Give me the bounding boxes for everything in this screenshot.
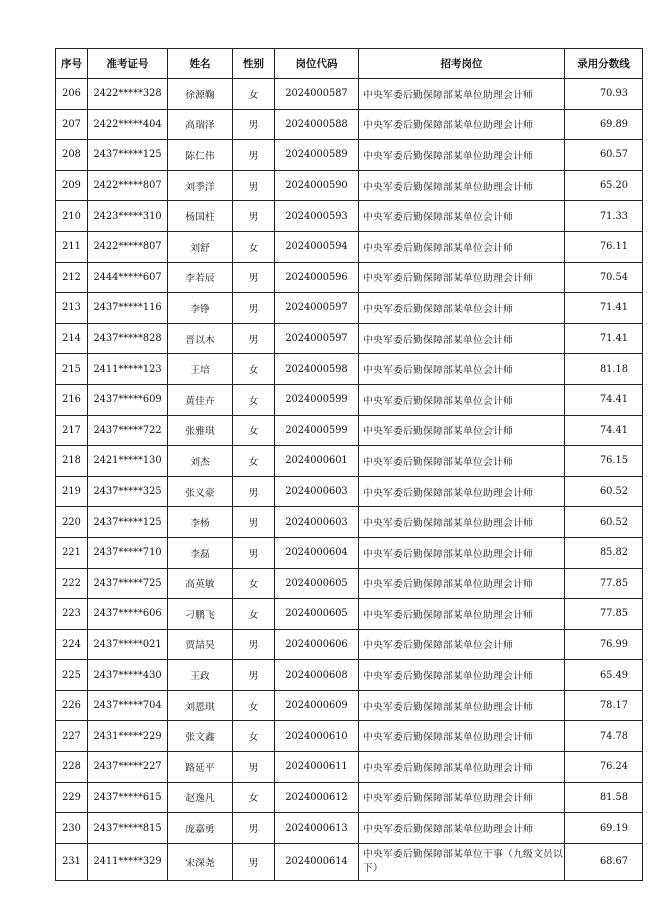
cell-exam-id: 2437*****430 — [88, 660, 168, 691]
cell-score: 81.18 — [565, 354, 643, 385]
cell-gender: 男 — [233, 752, 275, 783]
cell-gender: 男 — [233, 109, 275, 140]
cell-name: 赵逸凡 — [168, 782, 233, 813]
cell-serial: 225 — [56, 660, 88, 691]
table-row — [56, 476, 643, 507]
cell-exam-id: 2431*****229 — [88, 721, 168, 752]
cell-score: 60.52 — [565, 476, 643, 507]
cell-gender: 男 — [233, 201, 275, 232]
cell-name: 张义豪 — [168, 476, 233, 507]
cell-gender: 女 — [233, 721, 275, 752]
cell-serial: 212 — [56, 262, 88, 293]
cell-position: 中央军委后勤保障部某单位干事（九级文员以下） — [359, 843, 565, 880]
header-position: 招考岗位 — [359, 49, 565, 79]
cell-score: 76.11 — [565, 231, 643, 262]
table-row — [56, 690, 643, 721]
cell-position: 中央军委后勤保障部某单位会计师 — [359, 231, 565, 262]
cell-position-code: 2024000594 — [275, 231, 359, 262]
cell-name: 庞嘉勇 — [168, 813, 233, 844]
table-row — [56, 231, 643, 262]
cell-score: 85.82 — [565, 537, 643, 568]
cell-exam-id: 2437*****125 — [88, 507, 168, 538]
cell-exam-id: 2437*****609 — [88, 384, 168, 415]
table-row — [56, 752, 643, 783]
cell-score: 60.57 — [565, 140, 643, 171]
cell-serial: 211 — [56, 231, 88, 262]
cell-position: 中央军委后勤保障部某单位助理会计师 — [359, 537, 565, 568]
cell-gender: 男 — [233, 629, 275, 660]
cell-name: 王政 — [168, 660, 233, 691]
cell-position: 中央军委后勤保障部某单位会计师 — [359, 384, 565, 415]
cell-name: 李杨 — [168, 507, 233, 538]
cell-position: 中央军委后勤保障部某单位会计师 — [359, 201, 565, 232]
cell-exam-id: 2422*****328 — [88, 79, 168, 110]
cell-position-code: 2024000613 — [275, 813, 359, 844]
cell-position-code: 2024000609 — [275, 690, 359, 721]
cell-serial: 230 — [56, 813, 88, 844]
cell-exam-id: 2437*****325 — [88, 476, 168, 507]
cell-position-code: 2024000598 — [275, 354, 359, 385]
cell-score: 76.99 — [565, 629, 643, 660]
cell-name: 王培 — [168, 354, 233, 385]
cell-exam-id: 2437*****021 — [88, 629, 168, 660]
cell-exam-id: 2422*****807 — [88, 231, 168, 262]
cell-serial: 219 — [56, 476, 88, 507]
table-row — [56, 507, 643, 538]
cell-gender: 男 — [233, 813, 275, 844]
cell-name: 张雅琪 — [168, 415, 233, 446]
cell-name: 刘恩琪 — [168, 690, 233, 721]
cell-position-code: 2024000588 — [275, 109, 359, 140]
cell-exam-id: 2422*****807 — [88, 170, 168, 201]
cell-serial: 220 — [56, 507, 88, 538]
cell-position: 中央军委后勤保障部某单位会计师 — [359, 293, 565, 324]
cell-score: 74.41 — [565, 384, 643, 415]
cell-position-code: 2024000593 — [275, 201, 359, 232]
table-row — [56, 415, 643, 446]
cell-position-code: 2024000603 — [275, 476, 359, 507]
cell-position-code: 2024000603 — [275, 507, 359, 538]
table-row — [56, 293, 643, 324]
cell-gender: 女 — [233, 79, 275, 110]
cell-serial: 206 — [56, 79, 88, 110]
cell-position: 中央军委后勤保障部某单位助理会计师 — [359, 813, 565, 844]
cell-gender: 女 — [233, 599, 275, 630]
cell-name: 贾喆昊 — [168, 629, 233, 660]
cell-score: 71.33 — [565, 201, 643, 232]
table-row — [56, 262, 643, 293]
cell-gender: 男 — [233, 507, 275, 538]
cell-serial: 224 — [56, 629, 88, 660]
cell-serial: 228 — [56, 752, 88, 783]
cell-gender: 男 — [233, 262, 275, 293]
table-row — [56, 660, 643, 691]
cell-name: 黄佳卉 — [168, 384, 233, 415]
cell-score: 77.85 — [565, 599, 643, 630]
cell-serial: 208 — [56, 140, 88, 171]
table-row — [56, 354, 643, 385]
table-row — [56, 201, 643, 232]
cell-exam-id: 2437*****116 — [88, 293, 168, 324]
cell-name: 路延平 — [168, 752, 233, 783]
cell-serial: 214 — [56, 323, 88, 354]
cell-gender: 男 — [233, 140, 275, 171]
header-score: 录用分数线 — [565, 49, 643, 79]
cell-serial: 226 — [56, 690, 88, 721]
cell-serial: 215 — [56, 354, 88, 385]
cell-serial: 209 — [56, 170, 88, 201]
cell-exam-id: 2444*****607 — [88, 262, 168, 293]
cell-position-code: 2024000610 — [275, 721, 359, 752]
cell-score: 60.52 — [565, 507, 643, 538]
cell-position-code: 2024000596 — [275, 262, 359, 293]
header-position-code: 岗位代码 — [275, 49, 359, 79]
cell-position: 中央军委后勤保障部某单位助理会计师 — [359, 79, 565, 110]
cell-name: 李铮 — [168, 293, 233, 324]
cell-serial: 210 — [56, 201, 88, 232]
cell-name: 李磊 — [168, 537, 233, 568]
cell-position: 中央军委后勤保障部某单位助理会计师 — [359, 752, 565, 783]
table-row — [56, 79, 643, 110]
cell-gender: 女 — [233, 415, 275, 446]
cell-gender: 女 — [233, 384, 275, 415]
cell-exam-id: 2411*****123 — [88, 354, 168, 385]
cell-gender: 男 — [233, 537, 275, 568]
cell-score: 74.41 — [565, 415, 643, 446]
cell-exam-id: 2437*****710 — [88, 537, 168, 568]
cell-name: 晋以木 — [168, 323, 233, 354]
cell-score: 70.54 — [565, 262, 643, 293]
header-serial: 序号 — [56, 49, 88, 79]
cell-serial: 231 — [56, 843, 88, 880]
cell-position: 中央军委后勤保障部某单位会计师 — [359, 354, 565, 385]
cell-position-code: 2024000605 — [275, 568, 359, 599]
cell-gender: 男 — [233, 170, 275, 201]
cell-gender: 男 — [233, 660, 275, 691]
cell-exam-id: 2437*****828 — [88, 323, 168, 354]
cell-gender: 男 — [233, 293, 275, 324]
table-header-row — [56, 49, 643, 79]
cell-position: 中央军委后勤保障部某单位助理会计师 — [359, 476, 565, 507]
cell-position-code: 2024000608 — [275, 660, 359, 691]
cell-exam-id: 2437*****725 — [88, 568, 168, 599]
cell-position-code: 2024000590 — [275, 170, 359, 201]
cell-gender: 女 — [233, 446, 275, 477]
cell-position: 中央军委后勤保障部某单位会计师 — [359, 415, 565, 446]
cell-position-code: 2024000606 — [275, 629, 359, 660]
cell-serial: 221 — [56, 537, 88, 568]
cell-gender: 女 — [233, 231, 275, 262]
cell-name: 高英敏 — [168, 568, 233, 599]
cell-name: 刘舒 — [168, 231, 233, 262]
cell-exam-id: 2437*****227 — [88, 752, 168, 783]
cell-score: 74.78 — [565, 721, 643, 752]
table-row — [56, 721, 643, 752]
cell-exam-id: 2437*****722 — [88, 415, 168, 446]
cell-name: 刘杰 — [168, 446, 233, 477]
cell-position: 中央军委后勤保障部某单位助理会计师 — [359, 140, 565, 171]
cell-name: 陈仁伟 — [168, 140, 233, 171]
cell-serial: 222 — [56, 568, 88, 599]
cell-position-code: 2024000599 — [275, 415, 359, 446]
cell-position-code: 2024000611 — [275, 752, 359, 783]
cell-serial: 216 — [56, 384, 88, 415]
cell-name: 徐源鞠 — [168, 79, 233, 110]
cell-exam-id: 2437*****125 — [88, 140, 168, 171]
cell-name: 高瑞泽 — [168, 109, 233, 140]
cell-position-code: 2024000597 — [275, 293, 359, 324]
cell-serial: 223 — [56, 599, 88, 630]
cell-position: 中央军委后勤保障部某单位助理会计师 — [359, 262, 565, 293]
admission-score-table — [55, 48, 643, 881]
table-row — [56, 568, 643, 599]
cell-gender: 男 — [233, 843, 275, 880]
cell-score: 71.41 — [565, 293, 643, 324]
cell-serial: 227 — [56, 721, 88, 752]
cell-position: 中央军委后勤保障部某单位助理会计师 — [359, 690, 565, 721]
cell-name: 李若辰 — [168, 262, 233, 293]
cell-position-code: 2024000599 — [275, 384, 359, 415]
table-row — [56, 599, 643, 630]
table-row — [56, 537, 643, 568]
cell-score: 76.15 — [565, 446, 643, 477]
header-gender: 性别 — [233, 49, 275, 79]
cell-position-code: 2024000587 — [275, 79, 359, 110]
cell-gender: 男 — [233, 476, 275, 507]
cell-position-code: 2024000597 — [275, 323, 359, 354]
cell-gender: 女 — [233, 354, 275, 385]
cell-position: 中央军委后勤保障部某单位助理会计师 — [359, 170, 565, 201]
cell-name: 刁鹏飞 — [168, 599, 233, 630]
cell-score: 69.89 — [565, 109, 643, 140]
cell-exam-id: 2437*****615 — [88, 782, 168, 813]
table-row — [56, 170, 643, 201]
cell-score: 65.20 — [565, 170, 643, 201]
cell-exam-id: 2422*****404 — [88, 109, 168, 140]
cell-position: 中央军委后勤保障部某单位助理会计师 — [359, 599, 565, 630]
cell-position: 中央军委后勤保障部某单位会计师 — [359, 446, 565, 477]
table-row — [56, 813, 643, 844]
cell-name: 宋深尧 — [168, 843, 233, 880]
cell-score: 65.49 — [565, 660, 643, 691]
cell-exam-id: 2437*****704 — [88, 690, 168, 721]
cell-position: 中央军委后勤保障部某单位助理会计师 — [359, 507, 565, 538]
table-row — [56, 384, 643, 415]
cell-position: 中央军委后勤保障部某单位会计师 — [359, 629, 565, 660]
cell-serial: 207 — [56, 109, 88, 140]
cell-serial: 213 — [56, 293, 88, 324]
cell-position: 中央军委后勤保障部某单位助理会计师 — [359, 109, 565, 140]
header-name: 姓名 — [168, 49, 233, 79]
table-row — [56, 109, 643, 140]
cell-position-code: 2024000605 — [275, 599, 359, 630]
cell-score: 69.19 — [565, 813, 643, 844]
table-row — [56, 629, 643, 660]
cell-score: 78.17 — [565, 690, 643, 721]
cell-gender: 男 — [233, 323, 275, 354]
cell-score: 76.24 — [565, 752, 643, 783]
cell-exam-id: 2437*****606 — [88, 599, 168, 630]
cell-score: 71.41 — [565, 323, 643, 354]
cell-score: 70.93 — [565, 79, 643, 110]
table-row — [56, 140, 643, 171]
cell-serial: 217 — [56, 415, 88, 446]
table-row — [56, 323, 643, 354]
cell-position-code: 2024000604 — [275, 537, 359, 568]
cell-exam-id: 2423*****310 — [88, 201, 168, 232]
table-row — [56, 446, 643, 477]
cell-name: 刘季洋 — [168, 170, 233, 201]
cell-exam-id: 2411*****329 — [88, 843, 168, 880]
cell-name: 杨国柱 — [168, 201, 233, 232]
table-row — [56, 782, 643, 813]
cell-serial: 218 — [56, 446, 88, 477]
cell-gender: 女 — [233, 690, 275, 721]
cell-position-code: 2024000589 — [275, 140, 359, 171]
cell-position: 中央军委后勤保障部某单位助理会计师 — [359, 568, 565, 599]
cell-position-code: 2024000601 — [275, 446, 359, 477]
cell-gender: 女 — [233, 568, 275, 599]
cell-serial: 229 — [56, 782, 88, 813]
cell-score: 77.85 — [565, 568, 643, 599]
cell-position: 中央军委后勤保障部某单位助理会计师 — [359, 782, 565, 813]
table-row — [56, 843, 643, 880]
cell-position-code: 2024000612 — [275, 782, 359, 813]
cell-position: 中央军委后勤保障部某单位助理会计师 — [359, 660, 565, 691]
cell-score: 68.67 — [565, 843, 643, 880]
cell-name: 张文鑫 — [168, 721, 233, 752]
cell-position: 中央军委后勤保障部某单位助理会计师 — [359, 721, 565, 752]
cell-score: 81.58 — [565, 782, 643, 813]
cell-gender: 女 — [233, 782, 275, 813]
cell-position: 中央军委后勤保障部某单位会计师 — [359, 323, 565, 354]
cell-exam-id: 2421*****130 — [88, 446, 168, 477]
cell-exam-id: 2437*****815 — [88, 813, 168, 844]
cell-position-code: 2024000614 — [275, 843, 359, 880]
table-body — [56, 79, 643, 881]
header-exam-id: 准考证号 — [88, 49, 168, 79]
